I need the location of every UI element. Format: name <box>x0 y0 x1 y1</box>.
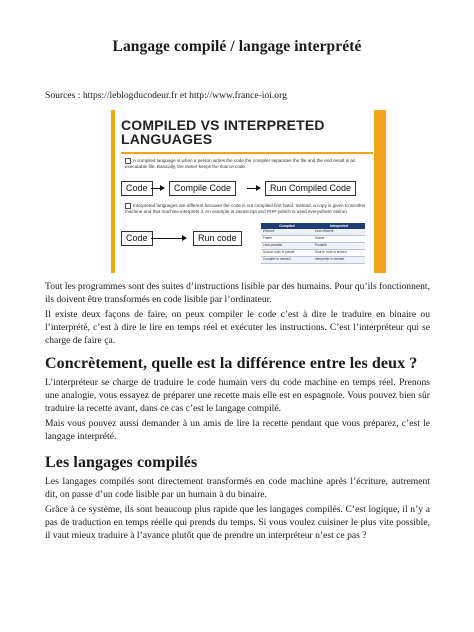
paragraph-compiled-definition: Les langages compilés sont directement transformés en code machine après l’écriture, autrement dit, on passe d’un code lisible par un humain à du binaire. <box>45 476 430 501</box>
compiled-description-text: A compiled language is when a person writes the code the compiler separates the file and the end result is an executable file. Basically, the owner keeps the source code. <box>125 158 356 169</box>
table-row <box>261 235 365 242</box>
paragraph-compiled-speed: Grâce à ce système, ils sont beaucoup plus rapide que les langages compilés. C’est logique, il n’y a pas de traduction en temps réelle qui prends du temps. Si vous voulez cuisiner le plus vite possible, il vaut mieux traduire à l’avance plutôt que de prendre un interpréteur n’est ce pas ? <box>45 504 430 542</box>
table-cell: Slower <box>313 235 365 242</box>
compiled-description <box>125 158 370 170</box>
paragraph-friend: Mais vous pouvez aussi demander à un amis de lire la recette pendant que vous préparez, c’est le langage interprété. <box>45 418 430 443</box>
table-cell: Less efficient <box>313 229 365 235</box>
figure-divider <box>121 152 373 154</box>
paragraph-two-ways: Il existe deux façons de faire, on peux compiler le code c’est à dire le traduire en binaire ou l’interprété, c’est à dire le lire en temps réel et exécuter les instructions. C’est l’interpréteur qui se charge de faire ça. <box>45 309 430 347</box>
table-row <box>261 256 365 263</box>
figure-title <box>121 118 325 146</box>
run-compiled-code-box: Run Compiled Code <box>265 181 356 196</box>
table-cell: Less portable <box>261 242 313 249</box>
run-code-box: Run code <box>193 231 242 246</box>
section-heading-compiled: Les langages compilés <box>45 454 198 471</box>
table-cell: Portable <box>313 242 365 249</box>
arrow-right-icon <box>247 188 259 189</box>
comparison-table <box>261 223 365 264</box>
page-title: Langage compilé / langage interprété <box>112 38 362 55</box>
figure-title-line1: COMPILED VS INTERPRETED <box>121 117 325 133</box>
section-heading-difference: Concrètement, quelle est la différence entre les deux ? <box>45 355 418 372</box>
table-cell: Source code is private <box>261 249 313 256</box>
interpreted-description-text: Interpreted languages are different because the code is not compiled first hand. Instead, a copy is given to another machine and that machine interprets it. An example is JavaScript and PHP (which is used everywhere online). <box>125 203 366 214</box>
arrow-right-icon <box>151 188 163 189</box>
table-cell: Source code is shared <box>313 249 365 256</box>
table-row <box>261 249 365 256</box>
paragraph-intro: Tout les programmes sont des suites d’instructions lisible par des humains. Pour qu’ils fonctionnent, ils doivent être transformés en code lisible par l’ordinateur. <box>45 281 430 306</box>
table-cell: Faster <box>261 235 313 242</box>
sources-line: Sources : https://leblogducodeur.fr et http://www.france-ioi.org <box>45 90 287 101</box>
code-box-interpreted: Code <box>121 231 153 246</box>
code-box-compiled: Code <box>121 181 153 196</box>
table-header-compiled: Compiled <box>261 223 313 229</box>
table-cell: Compiler is needed <box>261 256 313 263</box>
compile-code-box: Compile Code <box>169 181 236 196</box>
figure-title-line2: LANGUAGES <box>121 131 213 147</box>
table-cell: Interpreter is needed <box>313 256 365 263</box>
compiled-vs-interpreted-infographic <box>111 110 386 273</box>
figure-accent-bar <box>374 110 386 273</box>
table-cell: Efficient <box>261 229 313 235</box>
table-row <box>261 242 365 249</box>
table-header-interpreted: Interpreted <box>313 223 365 229</box>
paragraph-analogy: L’interpréteur se charge de traduire le code humain vers du code machine en temps réel. Prenons une analogie, vous essayez de préparer une recette mais elle est en espagnole. Vous pouvez bien sûr traduire la recette avant, dans ce cas c’est le langage compilé. <box>45 377 430 415</box>
arrow-right-icon <box>151 238 185 239</box>
interpreted-description <box>125 203 370 215</box>
